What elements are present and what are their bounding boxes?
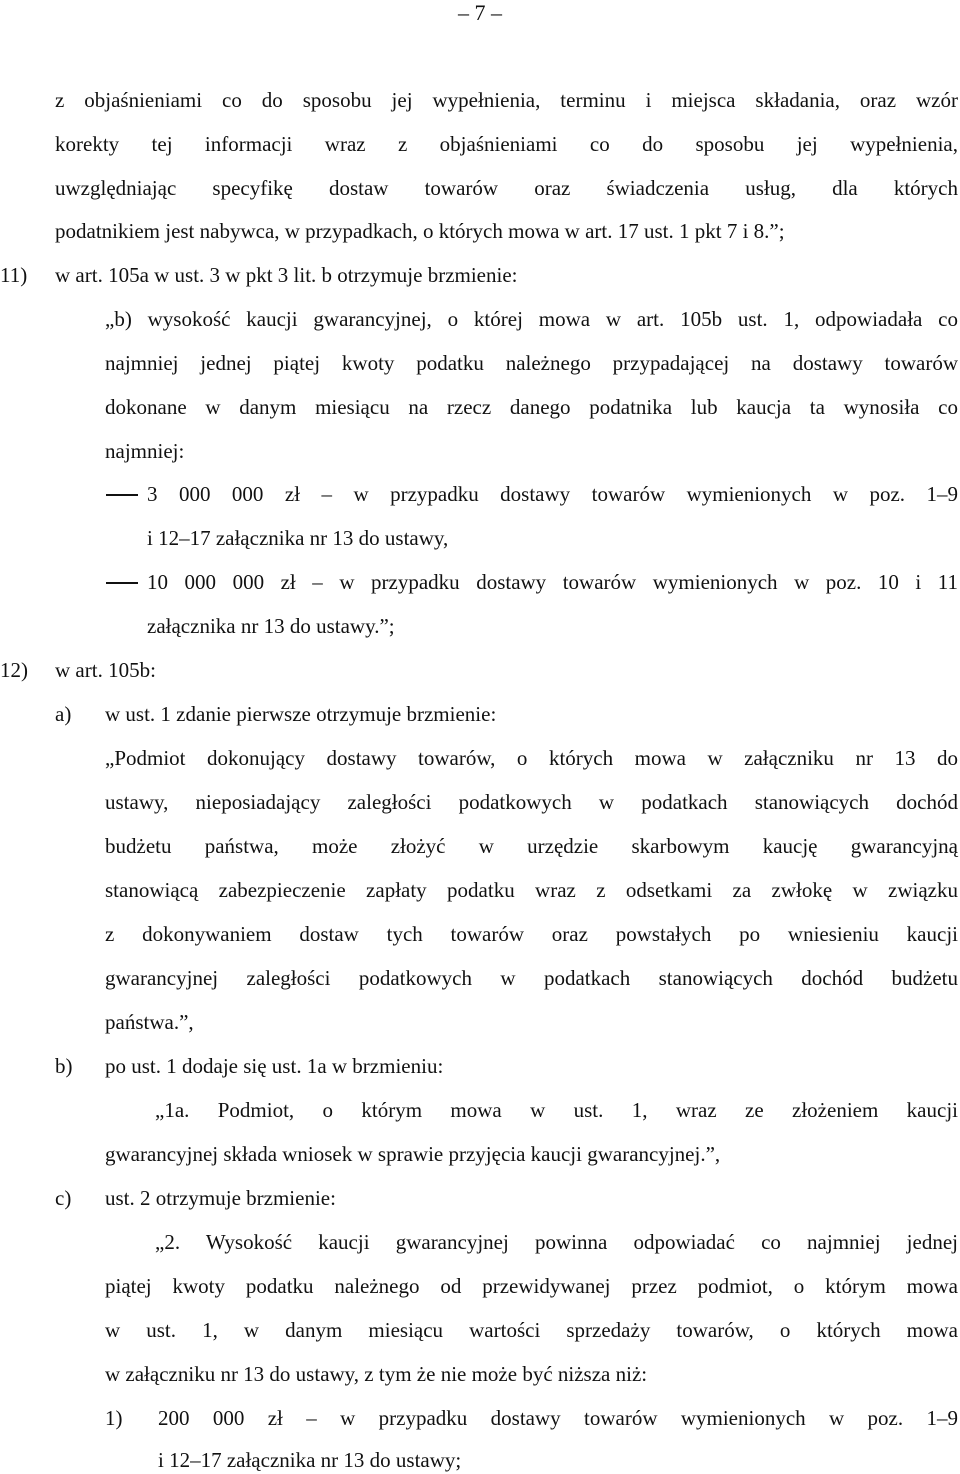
text-line: korekty tej informacji wraz z objaśnieniami co do sposobu jej wypełnienia, <box>55 132 958 156</box>
text-line: budżetu państwa, może złożyć w urzędzie skarbowym kaucję gwarancyjną <box>105 834 958 858</box>
text-line: z objaśnieniami co do sposobu jej wypełnienia, terminu i miejsca składania, oraz wzór <box>55 88 958 112</box>
text-line: w ust. 1 zdanie pierwsze otrzymuje brzmienie: <box>105 702 497 726</box>
text-line: i 12–17 załącznika nr 13 do ustawy; <box>158 1448 462 1472</box>
item-label: c) <box>55 1186 72 1210</box>
text-line: „Podmiot dokonujący dostawy towarów, o których mowa w załączniku nr 13 do <box>105 746 958 770</box>
text-line: załącznika nr 13 do ustawy.”; <box>147 614 395 638</box>
text-line: ustawy, nieposiadający zaległości podatkowych w podatkach stanowiących dochód <box>105 790 958 814</box>
text-line: „1a. Podmiot, o którym mowa w ust. 1, wraz ze złożeniem kaucji <box>155 1098 958 1122</box>
text-line: z dokonywaniem dostaw tych towarów oraz powstałych po wniesieniu kaucji <box>105 922 958 946</box>
text-line: gwarancyjnej zaległości podatkowych w podatkach stanowiących dochód budżetu <box>105 966 958 990</box>
text-line: „b) wysokość kaucji gwarancyjnej, o której mowa w art. 105b ust. 1, odpowiadała co <box>105 307 958 331</box>
text-line: 200 000 zł – w przypadku dostawy towarów wymienionych w poz. 1–9 <box>158 1406 958 1430</box>
text-line: i 12–17 załącznika nr 13 do ustawy, <box>147 526 449 550</box>
text-line: dokonane w danym miesiącu na rzecz danego podatnika lub kaucja ta wynosiła co <box>105 395 958 419</box>
item-label: a) <box>55 702 72 726</box>
item-label: 11) <box>0 263 28 287</box>
list-dash <box>106 582 138 584</box>
text-line: państwa.”, <box>105 1010 194 1034</box>
text-line: w art. 105a w ust. 3 w pkt 3 lit. b otrzymuje brzmienie: <box>55 263 518 287</box>
text-line: najmniej: <box>105 439 185 463</box>
text-line: piątej kwoty podatku należnego od przewidywanej przez podmiot, o którym mowa <box>105 1274 958 1298</box>
text-line: najmniej jednej piątej kwoty podatku należnego przypadającej na dostawy towarów <box>105 351 958 375</box>
text-line: gwarancyjnej składa wniosek w sprawie przyjęcia kaucji gwarancyjnej.”, <box>105 1142 721 1166</box>
item-label: b) <box>55 1054 73 1078</box>
text-line: w ust. 1, w danym miesiącu wartości sprzedaży towarów, o których mowa <box>105 1318 958 1342</box>
list-dash <box>106 494 138 496</box>
text-line: 3 000 000 zł – w przypadku dostawy towarów wymienionych w poz. 1–9 <box>147 482 958 506</box>
text-line: uwzględniając specyfikę dostaw towarów oraz świadczenia usług, dla których <box>55 176 958 200</box>
text-line: w załączniku nr 13 do ustawy, z tym że nie może być niższa niż: <box>105 1362 648 1386</box>
item-label: 12) <box>0 658 28 682</box>
text-line: „2. Wysokość kaucji gwarancyjnej powinna odpowiadać co najmniej jednej <box>155 1230 958 1254</box>
text-line: podatnikiem jest nabywca, w przypadkach, o których mowa w art. 17 ust. 1 pkt 7 i 8.”; <box>55 219 785 243</box>
text-line: 10 000 000 zł – w przypadku dostawy towarów wymienionych w poz. 10 i 11 <box>147 570 958 594</box>
text-line: po ust. 1 dodaje się ust. 1a w brzmieniu: <box>105 1054 444 1078</box>
page-number: – 7 – <box>458 0 502 25</box>
item-label: 1) <box>105 1406 123 1430</box>
text-line: ust. 2 otrzymuje brzmienie: <box>105 1186 336 1210</box>
text-line: w art. 105b: <box>55 658 156 682</box>
text-line: stanowiącą zabezpieczenie zapłaty podatku wraz z odsetkami za zwłokę w związku <box>105 878 958 902</box>
